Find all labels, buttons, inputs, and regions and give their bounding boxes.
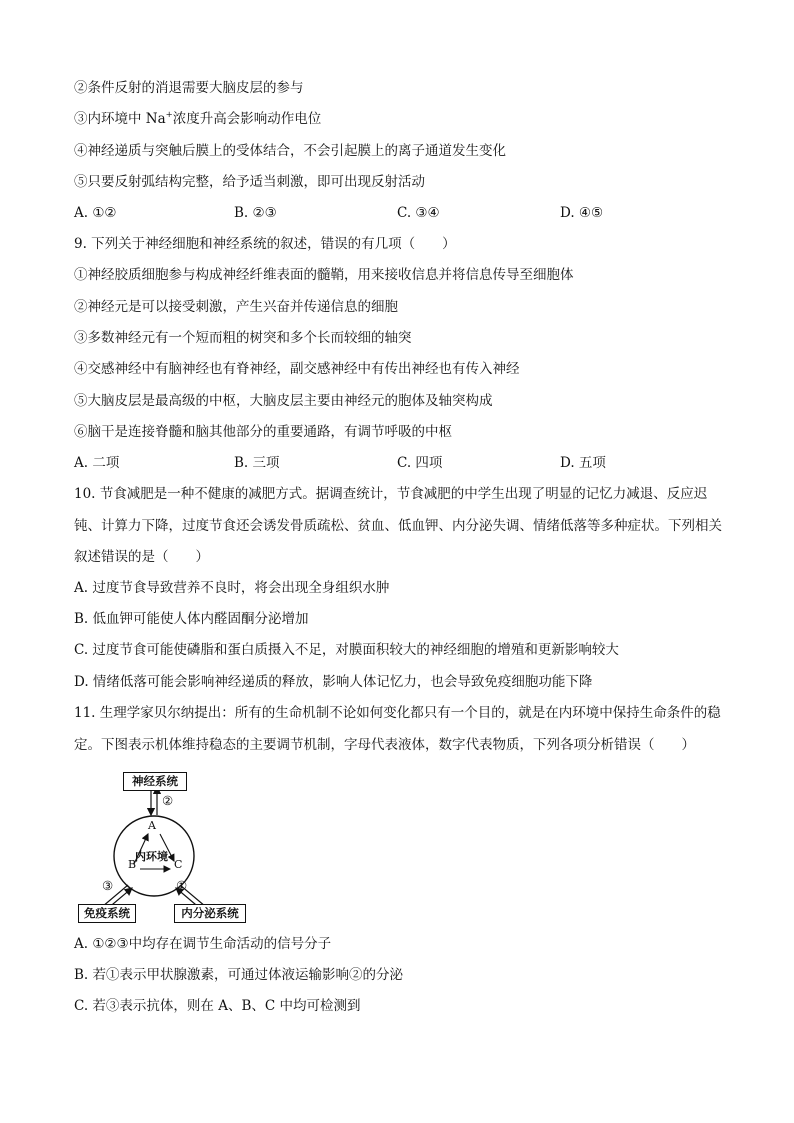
label-2: ②	[162, 793, 174, 808]
q8-options	[74, 203, 724, 223]
q8-item-2: ②条件反射的消退需要大脑皮层的参与	[74, 80, 304, 96]
q11-option-b[interactable]: B. 若①表示甲状腺激素，可通过体液运输影响②的分泌	[74, 967, 404, 983]
q9-stem: 9. 下列关于神经细胞和神经系统的叙述，错误的有几项（ ）	[74, 236, 456, 252]
q8-item-4: ④神经递质与突触后膜上的受体结合，不会引起膜上的离子通道发生变化	[74, 143, 506, 159]
label-b: B	[128, 858, 137, 871]
q8-item-5: ⑤只要反射弧结构完整，给予适当刺激，即可出现反射活动	[74, 174, 425, 190]
immune-system-box: 免疫系统	[78, 904, 136, 923]
q9-option-c[interactable]: C. 四项	[397, 455, 443, 471]
q8-option-d[interactable]: D. ④⑤	[560, 205, 604, 221]
q11-stem: 11. 生理学家贝尔纳提出：所有的生命机制不论如何变化都只有一个目的，就是在内环境中保持生命条件的稳定。下图表示机体维持稳态的主要调节机制，字母代表液体，数字代表物质，下列各项分析错误（ ）	[74, 705, 721, 753]
q10-option-d[interactable]: D. 情绪低落可能会影响神经递质的释放，影响人体记忆力，也会导致免疫细胞功能下降	[74, 674, 593, 690]
label-internal-environment: 内环境	[135, 850, 168, 863]
label-1: ①	[176, 878, 188, 893]
q10-option-b[interactable]: B. 低血钾可能使人体内醛固酮分泌增加	[74, 611, 309, 627]
q9-options	[74, 453, 724, 473]
q9-option-a[interactable]: A. 二项	[74, 455, 120, 471]
nervous-system-box: 神经系统	[123, 772, 187, 791]
label-a: A	[148, 819, 156, 832]
q11-option-a[interactable]: A. ①②③中均存在调节生命活动的信号分子	[74, 936, 332, 952]
q9-item-5: ⑤大脑皮层是最高级的中枢，大脑皮层主要由神经元的胞体及轴突构成	[74, 393, 493, 409]
regulation-diagram	[72, 768, 252, 928]
endocrine-system-box: 内分泌系统	[174, 904, 246, 923]
q11-option-c[interactable]: C. 若③表示抗体，则在 A、B、C 中均可检测到	[74, 998, 361, 1014]
q9-item-1: ①神经胶质细胞参与构成神经纤维表面的髓鞘，用来接收信息并将信息传导至细胞体	[74, 267, 574, 283]
q9-option-b[interactable]: B. 三项	[234, 455, 280, 471]
q8-option-c[interactable]: C. ③④	[397, 205, 440, 221]
label-3: ③	[102, 878, 114, 893]
q9-item-2: ②神经元是可以接受刺激，产生兴奋并传递信息的细胞	[74, 299, 398, 315]
q10-option-a[interactable]: A. 过度节食导致营养不良时，将会出现全身组织水肿	[74, 580, 390, 596]
q8-option-b[interactable]: B. ②③	[234, 205, 277, 221]
q10-option-c[interactable]: C. 过度节食可能使磷脂和蛋白质摄入不足，对膜面积较大的神经细胞的增殖和更新影响较大	[74, 642, 619, 658]
q9-item-4: ④交感神经中有脑神经也有脊神经，副交感神经中有传出神经也有传入神经	[74, 361, 520, 377]
q9-item-6: ⑥脑干是连接脊髓和脑其他部分的重要通路，有调节呼吸的中枢	[74, 424, 452, 440]
q8-item-3: ③内环境中 Na+浓度升高会影响动作电位	[74, 110, 322, 127]
label-c: C	[174, 858, 183, 871]
q10-stem: 10. 节食减肥是一种不健康的减肥方式。据调查统计，节食减肥的中学生出现了明显的记忆力减退、反应迟钝、计算力下降，过度节食还会诱发骨质疏松、贫血、低血钾、内分泌失调、情绪低落等多种症状。下列相关叙述错误的是（ ）	[74, 486, 722, 565]
q9-item-3: ③多数神经元有一个短而粗的树突和多个长而较细的轴突	[74, 330, 412, 346]
q9-option-d[interactable]: D. 五项	[560, 455, 606, 471]
q8-option-a[interactable]: A. ①②	[74, 205, 117, 221]
